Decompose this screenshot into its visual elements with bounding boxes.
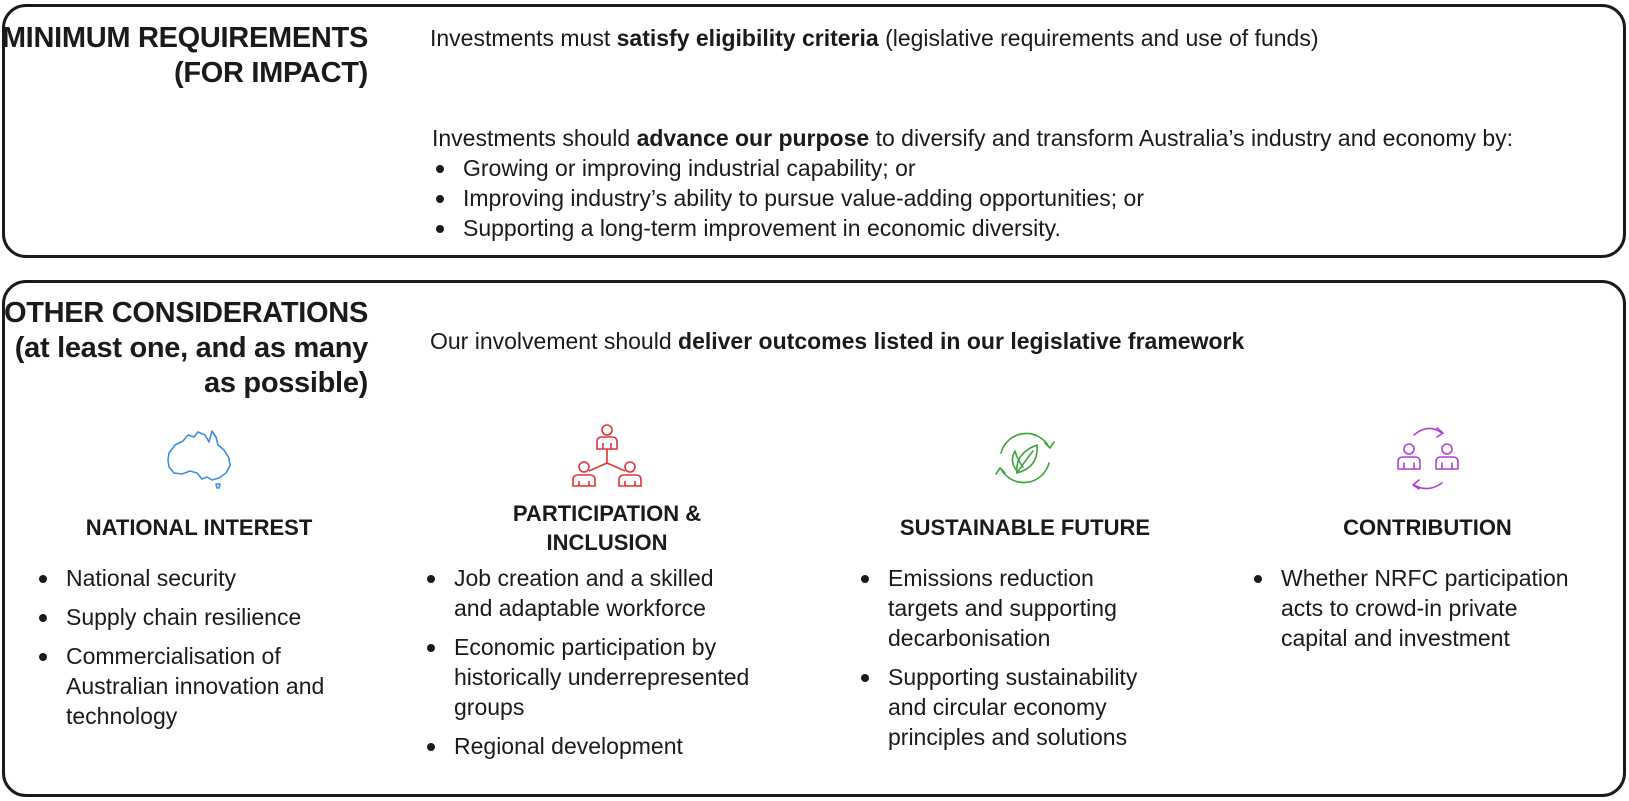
heading-line: OTHER CONSIDERATIONS xyxy=(3,297,368,329)
outcomes-prefix: Our involvement should xyxy=(430,328,679,354)
eligibility-emphasis: satisfy eligibility criteria xyxy=(616,25,879,51)
list-item xyxy=(423,731,803,761)
list-item-line: Supporting sustainability xyxy=(888,664,1138,690)
list-item xyxy=(423,632,803,722)
list-item-line: decarbonisation xyxy=(888,625,1051,651)
heading-line: MINIMUM REQUIREMENTS xyxy=(1,22,368,54)
list-item: Growing or improving industrial capability; or xyxy=(432,153,1144,183)
list-item-line: Job creation and a skilled xyxy=(454,565,714,591)
people-exchange-icon xyxy=(1390,423,1466,493)
pillar-title-line: INCLUSION xyxy=(546,530,668,555)
eligibility-suffix: (legislative requirements and use of funds) xyxy=(878,25,1319,51)
list-item-line: Regional development xyxy=(454,733,683,759)
list-item-line: principles and solutions xyxy=(888,724,1128,750)
pillar-title: SUSTAINABLE FUTURE xyxy=(899,515,1151,540)
purpose-statement xyxy=(432,123,1513,153)
pillar-bullet-list xyxy=(423,563,803,770)
list-item: Supporting a long-term improvement in economic diversity. xyxy=(432,213,1144,243)
list-item-line: acts to crowd-in private xyxy=(1281,595,1518,621)
leaf-cycle-icon xyxy=(987,423,1063,493)
list-item-line: Australian innovation and xyxy=(66,673,325,699)
list-item-line: National security xyxy=(66,565,237,591)
australia-map-icon xyxy=(161,423,237,493)
pillar-title: NATIONAL INTEREST xyxy=(85,515,313,540)
list-item-line: Supply chain resilience xyxy=(66,604,302,630)
outcomes-emphasis: deliver outcomes listed in our legislative framework xyxy=(678,328,1245,354)
list-item-line: capital and investment xyxy=(1281,625,1510,651)
pillar-bullet-list xyxy=(1250,563,1615,662)
list-item xyxy=(857,662,1207,752)
list-item-line: and circular economy xyxy=(888,694,1107,720)
heading-line: (at least one, and as many xyxy=(14,332,368,364)
list-item-line: groups xyxy=(454,694,525,720)
purpose-emphasis: advance our purpose xyxy=(636,125,870,151)
minimum-requirements-heading xyxy=(0,21,368,91)
pillar-title-line: PARTICIPATION & xyxy=(512,501,702,526)
list-item-line: Emissions reduction xyxy=(888,565,1094,591)
pillar-title xyxy=(417,499,797,557)
eligibility-statement xyxy=(430,23,1318,53)
list-item-line: targets and supporting xyxy=(888,595,1117,621)
pillar-bullet-list xyxy=(35,563,375,740)
list-item-line: Whether NRFC participation xyxy=(1281,565,1569,591)
other-considerations-panel xyxy=(2,280,1626,797)
people-network-icon xyxy=(569,423,645,493)
outcomes-statement xyxy=(430,326,1244,356)
list-item xyxy=(423,563,803,623)
list-item-line: historically underrepresented xyxy=(454,664,750,690)
purpose-bullet-list xyxy=(432,153,1144,243)
list-item: Improving industry’s ability to pursue value-adding opportunities; or xyxy=(432,183,1144,213)
heading-line: (FOR IMPACT) xyxy=(174,57,368,89)
list-item xyxy=(35,563,375,593)
pillar-bullet-list xyxy=(857,563,1207,761)
list-item-line: and adaptable workforce xyxy=(454,595,706,621)
list-item xyxy=(1250,563,1615,653)
purpose-suffix: to diversify and transform Australia’s industry and economy by: xyxy=(869,125,1514,151)
list-item xyxy=(35,602,375,632)
other-considerations-heading xyxy=(0,296,368,401)
minimum-requirements-panel xyxy=(2,4,1626,258)
list-item xyxy=(35,641,375,731)
list-item xyxy=(857,563,1207,653)
list-item-line: Commercialisation of xyxy=(66,643,281,669)
purpose-prefix: Investments should xyxy=(432,125,637,151)
list-item-line: technology xyxy=(66,703,178,729)
eligibility-prefix: Investments must xyxy=(430,25,617,51)
pillar-title: CONTRIBUTION xyxy=(1343,515,1512,540)
list-item-line: Economic participation by xyxy=(454,634,717,660)
heading-line: as possible) xyxy=(203,367,368,399)
